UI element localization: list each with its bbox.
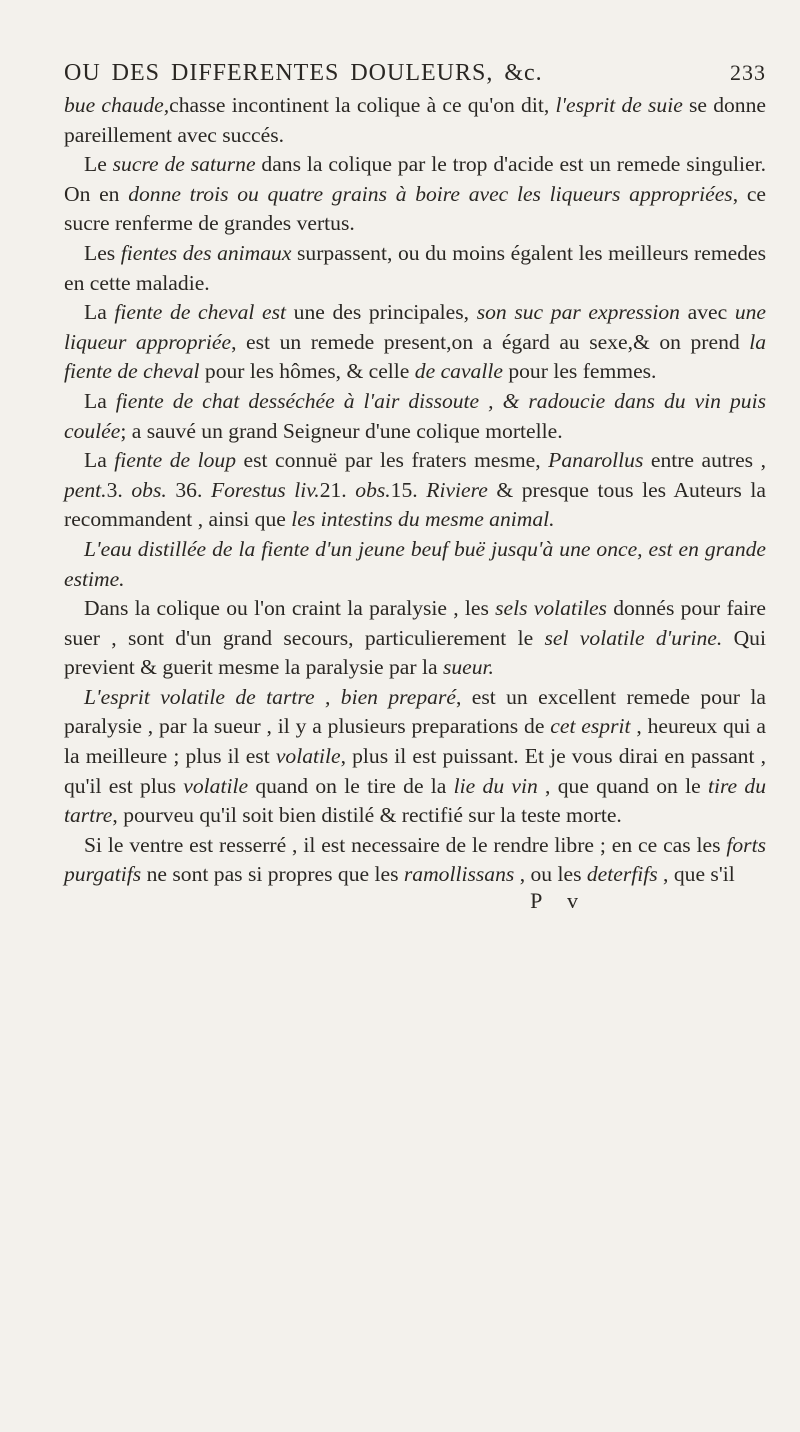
text-run: , heureux qui a la meilleure ; plus il est [64, 714, 766, 769]
italic-run: sel volatile d'urine. [544, 625, 723, 650]
text-run: , est un remede present,on a égard au sexe,& on prend [231, 329, 750, 354]
italic-run: l'esprit de suie [555, 93, 683, 117]
italic-run: fiente de cheval est [114, 300, 287, 325]
italic-run: forts purgatifs [64, 832, 766, 887]
italic-run: sucre de saturne [112, 152, 256, 177]
italic-run: tire du tartre [64, 773, 767, 828]
text-run: 36. [166, 477, 211, 502]
italic-run: donne trois ou quatre grains à boire avec les liqueurs appropriées [128, 181, 733, 206]
italic-run: les intestins du mesme animal. [291, 507, 555, 532]
paragraph [64, 446, 766, 535]
italic-run: L'esprit volatile de tartre , bien preparé [84, 684, 456, 709]
text-run: surpassent, ou du moins égalent les meilleurs remedes en cette maladie. [64, 240, 767, 295]
italic-run: L'eau distillée de la fiente d'un jeune beuf buë jusqu'à une once, est en grande estime. [64, 536, 766, 591]
text-run: pour les femmes. [502, 359, 657, 384]
text-run: , ce sucre renferme de grandes vertus. [64, 181, 766, 236]
text-run: donnés pour faire suer , sont d'un grand secours, particulierement le [64, 596, 766, 650]
italic-run: la fiente de cheval [64, 329, 766, 384]
paragraph [64, 91, 766, 150]
text-run: avec [679, 300, 735, 325]
text-run: 21. [319, 477, 356, 502]
italic-run: fiente de loup [114, 448, 237, 473]
text-run: se donne pareillement avec succés. [64, 93, 766, 147]
italic-run: pent. [64, 477, 107, 502]
italic-run: bue chaude, [64, 93, 170, 117]
text-run: La [84, 300, 115, 325]
text-run: dans la colique par le trop d'acide est un remede singulier. On en [64, 152, 766, 206]
paragraph [64, 150, 766, 239]
running-title: OU DES DIFFERENTES DOULEURS, &c. [64, 60, 543, 86]
signature-mark: P v [530, 888, 588, 914]
paragraph [64, 535, 766, 594]
italic-run: deterfifs [586, 862, 658, 887]
italic-run: une liqueur appropriée [64, 300, 766, 354]
text-run: La [84, 388, 116, 413]
text-run: ; a sauvé un grand Seigneur d'une colique mortelle. [120, 418, 563, 443]
text-run: , est un excellent remede pour la paralysie , par la sueur , il y a plusieurs preparations de [64, 684, 766, 739]
text-run: , plus il est puissant. Et je vous dirai en passant , qu'il est plus [64, 744, 766, 798]
italic-run: Forestus liv. [210, 477, 320, 502]
text-run: une des principales, [286, 300, 477, 325]
text-run: , que quand on le [537, 773, 708, 798]
running-head [64, 60, 766, 87]
body-text [64, 91, 766, 890]
italic-run: obs. [131, 477, 167, 502]
italic-run: fiente de chat desséchée à l'air dissoute , & radoucie dans du vin puis coulée [64, 388, 766, 443]
text-run: quand on le tire de la [248, 773, 454, 798]
italic-run: de cavalle [414, 359, 503, 384]
paragraph [64, 831, 766, 890]
text-run: chasse incontinent la colique à ce qu'on dit, [169, 93, 556, 117]
text-run: Dans la colique ou l'on craint la paralysie , les [84, 596, 496, 621]
text-run: La [84, 448, 115, 473]
text-run: Le [84, 152, 113, 177]
text-run: Les [84, 240, 121, 265]
italic-run: Panarollus [548, 448, 644, 473]
text-run: 15. [390, 477, 427, 502]
italic-run: ramollissans [403, 862, 515, 887]
italic-run: volatile [275, 744, 341, 769]
text-run: , pourveu qu'il soit bien distilé & rectifié sur la teste morte. [112, 803, 622, 828]
page-number: 233 [730, 60, 766, 85]
text-run: Qui previent & guerit mesme la paralysie par la [64, 625, 766, 680]
italic-run: Riviere [426, 477, 488, 502]
text-run: ne sont pas si propres que les [141, 862, 404, 887]
paragraph [64, 683, 766, 831]
paragraph [64, 387, 766, 446]
paragraph [64, 298, 766, 387]
italic-run: sels volatiles [495, 596, 607, 621]
text-run: 3. [106, 477, 132, 502]
paragraph [64, 594, 766, 683]
italic-run: son suc par expression [476, 300, 680, 325]
text-run: entre autres , [643, 448, 766, 473]
text-run: Si le ventre est resserré , il est necessaire de le rendre libre ; en ce cas les [84, 832, 727, 857]
paragraph [64, 239, 766, 298]
italic-run: cet esprit [550, 714, 631, 739]
text-run: , que s'il [657, 862, 735, 887]
text-run: & presque tous les Auteurs la recommandent , ainsi que [64, 477, 766, 532]
text-run: pour les hômes, & celle [199, 359, 415, 384]
italic-run: sueur. [442, 655, 494, 680]
italic-run: lie du vin [453, 773, 538, 798]
italic-run: obs. [355, 477, 391, 502]
italic-run: fientes des animaux [120, 240, 292, 265]
text-run: , ou les [514, 862, 587, 887]
text-run: est connuë par les fraters mesme, [236, 448, 549, 473]
italic-run: volatile [183, 773, 249, 798]
